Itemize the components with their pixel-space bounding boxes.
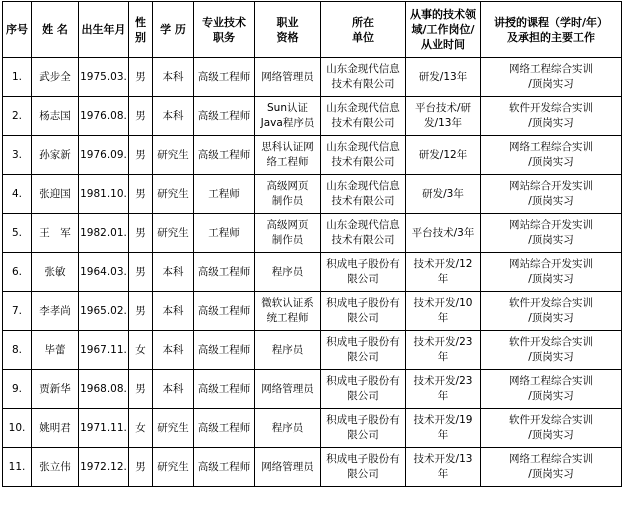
cell-name: 张敏 <box>32 253 79 292</box>
header-education: 学 历 <box>153 2 194 58</box>
cell-tech-field: 技术开发/23 年 <box>406 370 481 409</box>
cell-courses: 软件开发综合实训 /顶岗实习 <box>481 409 622 448</box>
cell-qualification: 微软认证系 统工程师 <box>255 292 321 331</box>
cell-name: 贾新华 <box>32 370 79 409</box>
cell-birth-date: 1968.08. <box>79 370 129 409</box>
cell-courses: 网站综合开发实训 /顶岗实习 <box>481 253 622 292</box>
cell-education: 本科 <box>153 331 194 370</box>
cell-education: 本科 <box>153 370 194 409</box>
cell-birth-date: 1976.09. <box>79 136 129 175</box>
table-row <box>3 370 622 409</box>
cell-tech-title: 高级工程师 <box>194 331 255 370</box>
table-row <box>3 175 622 214</box>
cell-qualification: 网络管理员 <box>255 448 321 487</box>
cell-gender: 女 <box>129 331 153 370</box>
cell-employer: 山东金现代信息 技术有限公司 <box>321 175 406 214</box>
table-row <box>3 331 622 370</box>
cell-employer: 积成电子股份有 限公司 <box>321 448 406 487</box>
cell-courses: 网络工程综合实训 /顶岗实习 <box>481 58 622 97</box>
table-row <box>3 448 622 487</box>
table-row <box>3 97 622 136</box>
cell-employer: 山东金现代信息 技术有限公司 <box>321 58 406 97</box>
cell-gender: 男 <box>129 58 153 97</box>
cell-name: 姚明君 <box>32 409 79 448</box>
cell-tech-field: 平台技术/3年 <box>406 214 481 253</box>
cell-education: 研究生 <box>153 136 194 175</box>
cell-tech-field: 技术开发/12 年 <box>406 253 481 292</box>
cell-education: 本科 <box>153 97 194 136</box>
cell-courses: 网站综合开发实训 /顶岗实习 <box>481 214 622 253</box>
header-seq-no: 序号 <box>3 2 32 58</box>
cell-tech-title: 高级工程师 <box>194 448 255 487</box>
cell-employer: 山东金现代信息 技术有限公司 <box>321 136 406 175</box>
cell-courses: 网络工程综合实训 /顶岗实习 <box>481 448 622 487</box>
cell-tech-field: 研发/12年 <box>406 136 481 175</box>
cell-tech-title: 高级工程师 <box>194 97 255 136</box>
cell-tech-field: 技术开发/10 年 <box>406 292 481 331</box>
cell-tech-title: 高级工程师 <box>194 253 255 292</box>
cell-seq-no: 11. <box>3 448 32 487</box>
cell-gender: 男 <box>129 370 153 409</box>
cell-courses: 网络工程综合实训 /顶岗实习 <box>481 136 622 175</box>
header-birth-date: 出生年月 <box>79 2 129 58</box>
cell-birth-date: 1967.11. <box>79 331 129 370</box>
cell-name: 张立伟 <box>32 448 79 487</box>
cell-birth-date: 1971.11. <box>79 409 129 448</box>
cell-qualification: 程序员 <box>255 409 321 448</box>
cell-education: 本科 <box>153 58 194 97</box>
cell-seq-no: 10. <box>3 409 32 448</box>
cell-birth-date: 1965.02. <box>79 292 129 331</box>
cell-tech-title: 工程师 <box>194 214 255 253</box>
cell-birth-date: 1982.01. <box>79 214 129 253</box>
table-row <box>3 58 622 97</box>
cell-birth-date: 1981.10. <box>79 175 129 214</box>
cell-employer: 积成电子股份有 限公司 <box>321 292 406 331</box>
cell-courses: 网站综合开发实训 /顶岗实习 <box>481 175 622 214</box>
cell-name: 李孝尚 <box>32 292 79 331</box>
cell-tech-title: 高级工程师 <box>194 58 255 97</box>
cell-education: 本科 <box>153 292 194 331</box>
cell-seq-no: 4. <box>3 175 32 214</box>
cell-education: 研究生 <box>153 409 194 448</box>
cell-tech-title: 高级工程师 <box>194 136 255 175</box>
cell-name: 杨志国 <box>32 97 79 136</box>
cell-seq-no: 8. <box>3 331 32 370</box>
table-row <box>3 136 622 175</box>
cell-courses: 软件开发综合实训 /顶岗实习 <box>481 97 622 136</box>
cell-gender: 男 <box>129 136 153 175</box>
cell-gender: 男 <box>129 175 153 214</box>
cell-employer: 积成电子股份有 限公司 <box>321 409 406 448</box>
cell-name: 毕蕾 <box>32 331 79 370</box>
table-body <box>3 58 622 487</box>
header-employer: 所在 单位 <box>321 2 406 58</box>
cell-birth-date: 1975.03. <box>79 58 129 97</box>
table-row <box>3 214 622 253</box>
cell-qualification: 网络管理员 <box>255 58 321 97</box>
cell-seq-no: 3. <box>3 136 32 175</box>
cell-courses: 软件开发综合实训 /顶岗实习 <box>481 331 622 370</box>
cell-birth-date: 1972.12. <box>79 448 129 487</box>
cell-tech-field: 技术开发/19 年 <box>406 409 481 448</box>
cell-birth-date: 1964.03. <box>79 253 129 292</box>
cell-tech-field: 研发/13年 <box>406 58 481 97</box>
cell-qualification: 网络管理员 <box>255 370 321 409</box>
cell-gender: 男 <box>129 253 153 292</box>
header-name: 姓 名 <box>32 2 79 58</box>
header-gender: 性 别 <box>129 2 153 58</box>
cell-name: 王 军 <box>32 214 79 253</box>
cell-tech-title: 高级工程师 <box>194 292 255 331</box>
table-row <box>3 253 622 292</box>
cell-name: 武步全 <box>32 58 79 97</box>
header-tech-field: 从事的技术领 域/工作岗位/ 从业时间 <box>406 2 481 58</box>
header-row <box>3 2 622 58</box>
cell-seq-no: 2. <box>3 97 32 136</box>
cell-seq-no: 5. <box>3 214 32 253</box>
cell-qualification: 程序员 <box>255 253 321 292</box>
cell-courses: 网络工程综合实训 /顶岗实习 <box>481 370 622 409</box>
cell-education: 研究生 <box>153 214 194 253</box>
teacher-info-table <box>2 1 622 487</box>
cell-seq-no: 7. <box>3 292 32 331</box>
cell-seq-no: 1. <box>3 58 32 97</box>
cell-qualification: 程序员 <box>255 331 321 370</box>
cell-qualification: 高级网页 制作员 <box>255 214 321 253</box>
cell-name: 孙家新 <box>32 136 79 175</box>
cell-seq-no: 6. <box>3 253 32 292</box>
cell-qualification: 高级网页 制作员 <box>255 175 321 214</box>
cell-gender: 男 <box>129 292 153 331</box>
cell-tech-title: 高级工程师 <box>194 370 255 409</box>
cell-employer: 山东金现代信息 技术有限公司 <box>321 214 406 253</box>
cell-gender: 男 <box>129 448 153 487</box>
cell-qualification: Sun认证 Java程序员 <box>255 97 321 136</box>
header-tech-title: 专业技术 职务 <box>194 2 255 58</box>
cell-birth-date: 1976.08. <box>79 97 129 136</box>
cell-tech-field: 技术开发/13 年 <box>406 448 481 487</box>
cell-name: 张迎国 <box>32 175 79 214</box>
cell-employer: 积成电子股份有 限公司 <box>321 331 406 370</box>
cell-employer: 积成电子股份有 限公司 <box>321 370 406 409</box>
cell-tech-title: 工程师 <box>194 175 255 214</box>
table-row <box>3 409 622 448</box>
cell-qualification: 思科认证网 络工程师 <box>255 136 321 175</box>
cell-gender: 女 <box>129 409 153 448</box>
cell-employer: 山东金现代信息 技术有限公司 <box>321 97 406 136</box>
cell-courses: 软件开发综合实训 /顶岗实习 <box>481 292 622 331</box>
cell-tech-title: 高级工程师 <box>194 409 255 448</box>
cell-tech-field: 平台技术/研 发/13年 <box>406 97 481 136</box>
cell-education: 研究生 <box>153 448 194 487</box>
header-courses: 讲授的课程（学时/年） 及承担的主要工作 <box>481 2 622 58</box>
cell-seq-no: 9. <box>3 370 32 409</box>
cell-tech-field: 技术开发/23 年 <box>406 331 481 370</box>
cell-tech-field: 研发/3年 <box>406 175 481 214</box>
cell-education: 研究生 <box>153 175 194 214</box>
table-row <box>3 292 622 331</box>
cell-gender: 男 <box>129 214 153 253</box>
cell-employer: 积成电子股份有 限公司 <box>321 253 406 292</box>
header-qualification: 职业 资格 <box>255 2 321 58</box>
cell-education: 本科 <box>153 253 194 292</box>
cell-gender: 男 <box>129 97 153 136</box>
